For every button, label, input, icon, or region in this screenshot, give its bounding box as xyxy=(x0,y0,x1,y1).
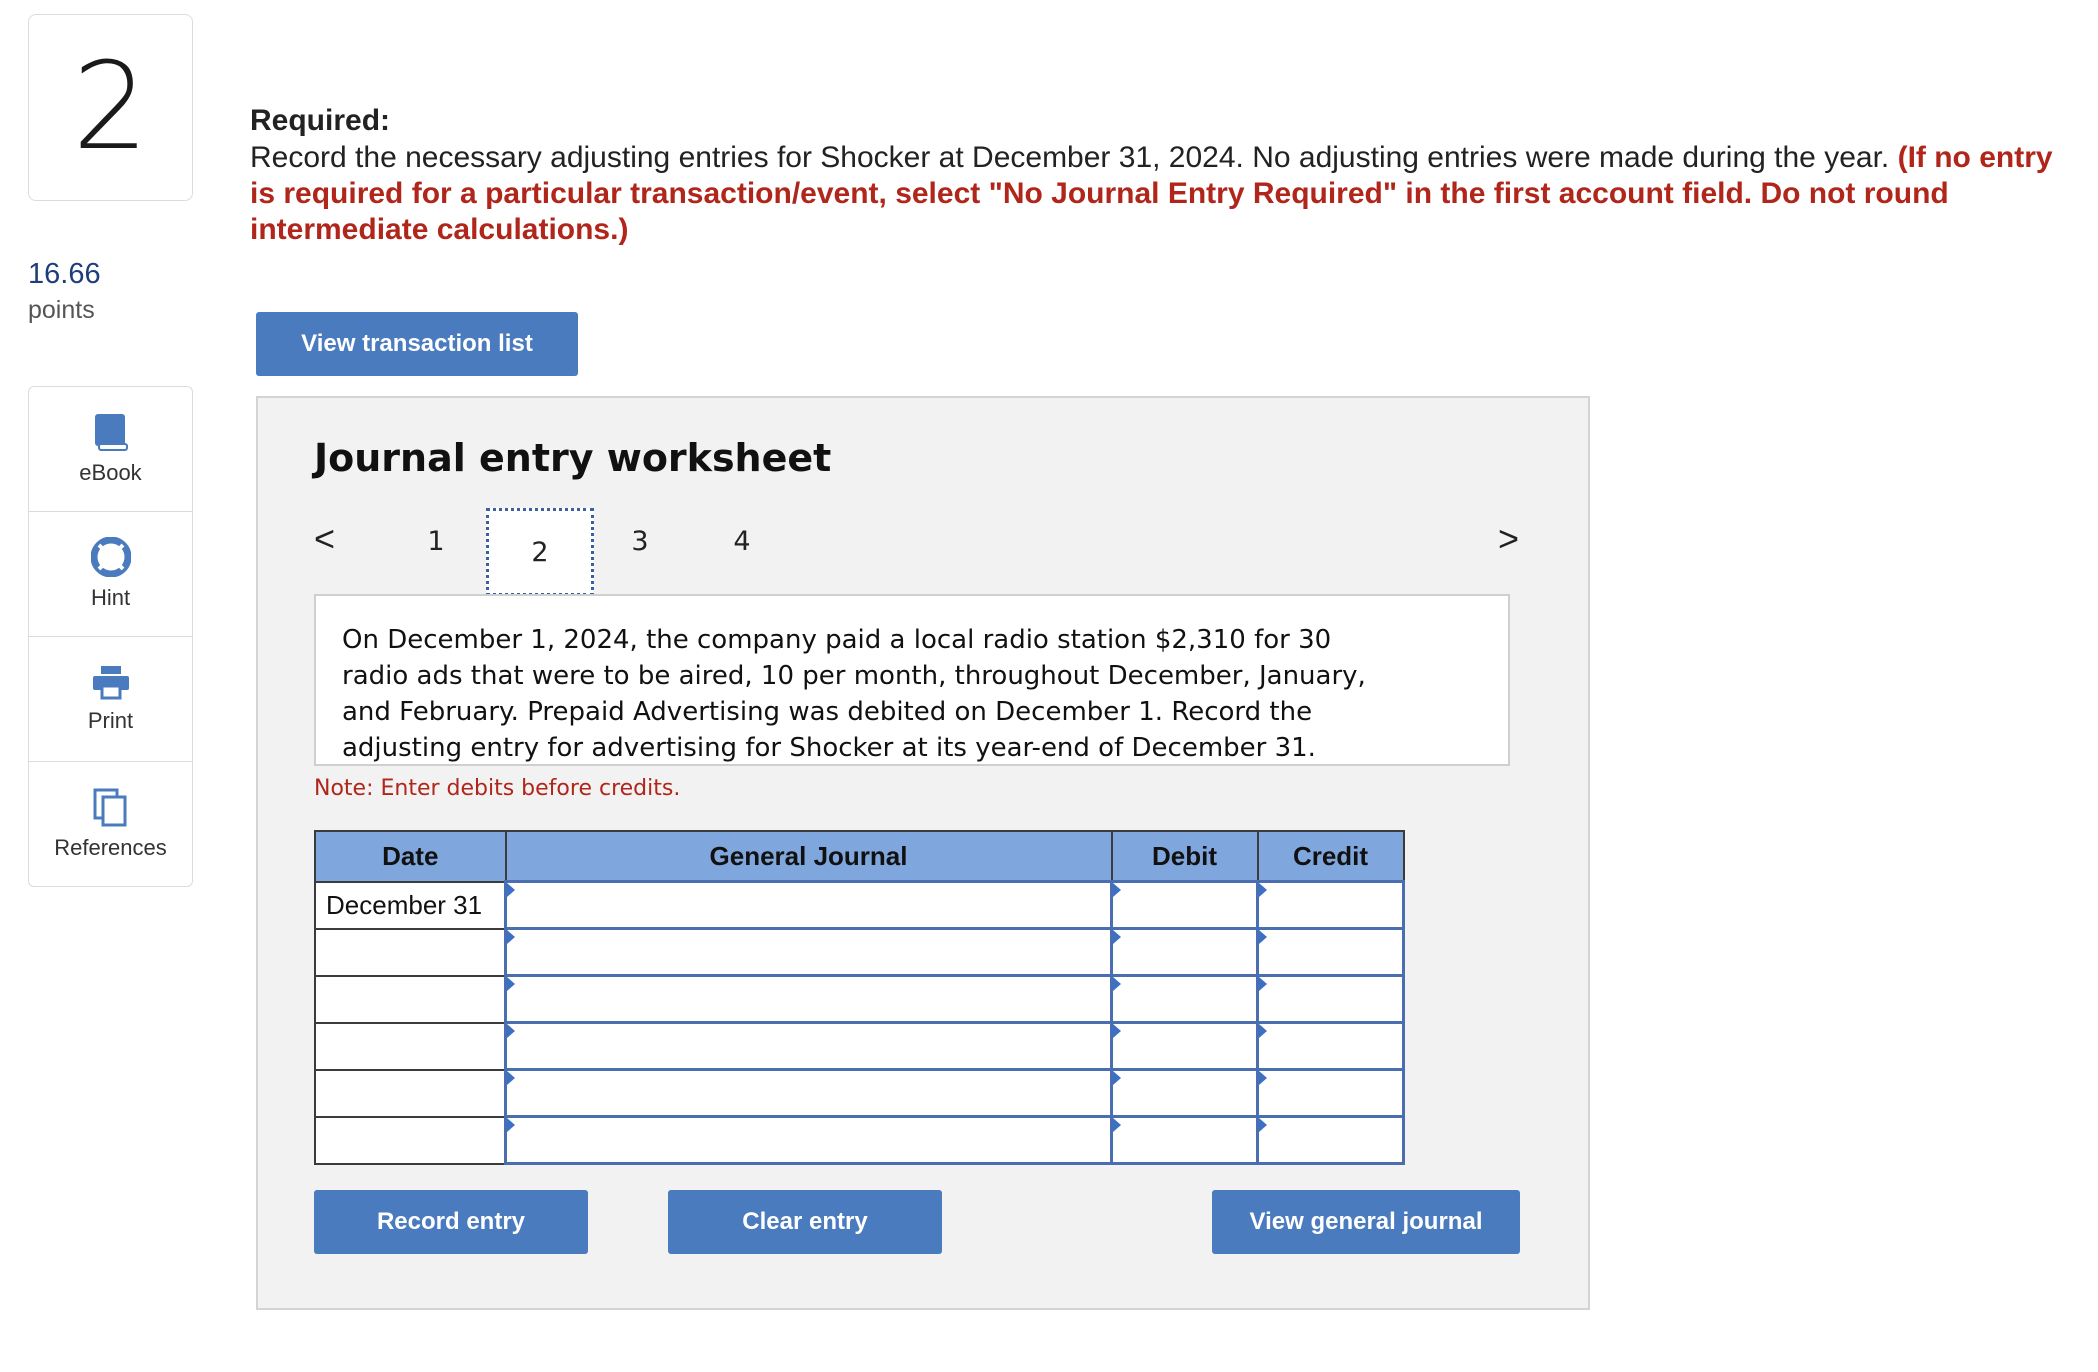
journal-table xyxy=(314,830,1405,1165)
table-row xyxy=(315,1023,1404,1070)
date-cell: December 31 xyxy=(315,882,506,929)
account-select[interactable] xyxy=(506,1070,1112,1117)
date-cell xyxy=(315,1070,506,1117)
table-row xyxy=(315,1117,1404,1164)
journal-entry-worksheet xyxy=(256,396,1590,1310)
step-2-tab[interactable]: 2 xyxy=(486,508,594,596)
tools-panel xyxy=(28,386,193,887)
step-4-tab[interactable]: 4 xyxy=(733,526,751,557)
debit-input[interactable] xyxy=(1112,1070,1258,1117)
description-line: adjusting entry for advertising for Shocker at its year-end of December 31. xyxy=(342,733,1316,763)
description-line: radio ads that were to be aired, 10 per month, throughout December, January, xyxy=(342,661,1366,691)
required-title: Required: xyxy=(250,104,391,137)
description-line: and February. Prepaid Advertising was debited on December 1. Record the xyxy=(342,697,1313,727)
transaction-description xyxy=(314,594,1510,766)
tool-print[interactable] xyxy=(29,637,192,762)
account-select[interactable] xyxy=(506,882,1112,929)
credit-input[interactable] xyxy=(1258,1023,1404,1070)
next-step-button[interactable]: > xyxy=(1498,518,1520,559)
table-row xyxy=(315,929,1404,976)
debit-input[interactable] xyxy=(1112,882,1258,929)
tool-label-print: Print xyxy=(87,708,134,733)
tool-label-hint: Hint xyxy=(90,585,131,610)
account-select[interactable] xyxy=(506,929,1112,976)
account-select[interactable] xyxy=(506,976,1112,1023)
record-entry-button[interactable]: Record entry xyxy=(314,1190,588,1254)
debit-input[interactable] xyxy=(1112,976,1258,1023)
view-transaction-list-button[interactable]: View transaction list xyxy=(256,312,578,376)
points-value: 16.66 xyxy=(28,258,101,290)
debit-input[interactable] xyxy=(1112,929,1258,976)
credit-input[interactable] xyxy=(1258,882,1404,929)
tool-hint[interactable] xyxy=(29,512,192,637)
account-select[interactable] xyxy=(506,1117,1112,1164)
step-3-tab[interactable]: 3 xyxy=(631,526,649,557)
credit-input[interactable] xyxy=(1258,1070,1404,1117)
tool-label-ebook: eBook xyxy=(79,460,142,485)
tool-references[interactable] xyxy=(29,762,192,886)
documents-icon xyxy=(92,787,130,827)
date-cell xyxy=(315,1117,506,1164)
instructions xyxy=(250,140,2070,248)
printer-icon xyxy=(91,664,131,700)
credit-input[interactable] xyxy=(1258,976,1404,1023)
question-number: 2 xyxy=(72,37,149,177)
description-line: On December 1, 2024, the company paid a local radio station $2,310 for 30 xyxy=(342,625,1332,655)
clear-entry-button[interactable]: Clear entry xyxy=(668,1190,942,1254)
account-select[interactable] xyxy=(506,1023,1112,1070)
date-cell xyxy=(315,976,506,1023)
prev-step-button[interactable]: < xyxy=(314,518,336,559)
table-row xyxy=(315,1070,1404,1117)
journal-header-row xyxy=(315,831,1404,882)
instructions-emphasis: (If no entry is required for a particular transaction/event, select "No Journal Entry Required" in the first account field. Do not round intermediate calculations.) xyxy=(250,141,2053,246)
points-label: points xyxy=(28,296,95,324)
debit-input[interactable] xyxy=(1112,1023,1258,1070)
header-credit: Credit xyxy=(1258,831,1404,882)
credit-input[interactable] xyxy=(1258,1117,1404,1164)
header-debit: Debit xyxy=(1112,831,1258,882)
question-number-box xyxy=(28,14,193,201)
credit-input[interactable] xyxy=(1258,929,1404,976)
view-general-journal-button[interactable]: View general journal xyxy=(1212,1190,1520,1254)
tool-label-references: References xyxy=(54,835,167,860)
header-general-journal: General Journal xyxy=(506,831,1112,882)
tool-ebook[interactable] xyxy=(29,387,192,512)
table-row xyxy=(315,882,1404,929)
instructions-text: Record the necessary adjusting entries for Shocker at December 31, 2024. No adjusting entries were made during the year. xyxy=(250,141,1890,174)
debit-input[interactable] xyxy=(1112,1117,1258,1164)
worksheet-title: Journal entry worksheet xyxy=(314,436,832,480)
book-icon xyxy=(93,412,129,452)
header-date: Date xyxy=(315,831,506,882)
date-cell xyxy=(315,1023,506,1070)
debits-note: Note: Enter debits before credits. xyxy=(314,776,681,801)
date-cell xyxy=(315,929,506,976)
lifebuoy-icon xyxy=(91,537,131,577)
step-1-tab[interactable]: 1 xyxy=(427,526,445,557)
table-row xyxy=(315,976,1404,1023)
